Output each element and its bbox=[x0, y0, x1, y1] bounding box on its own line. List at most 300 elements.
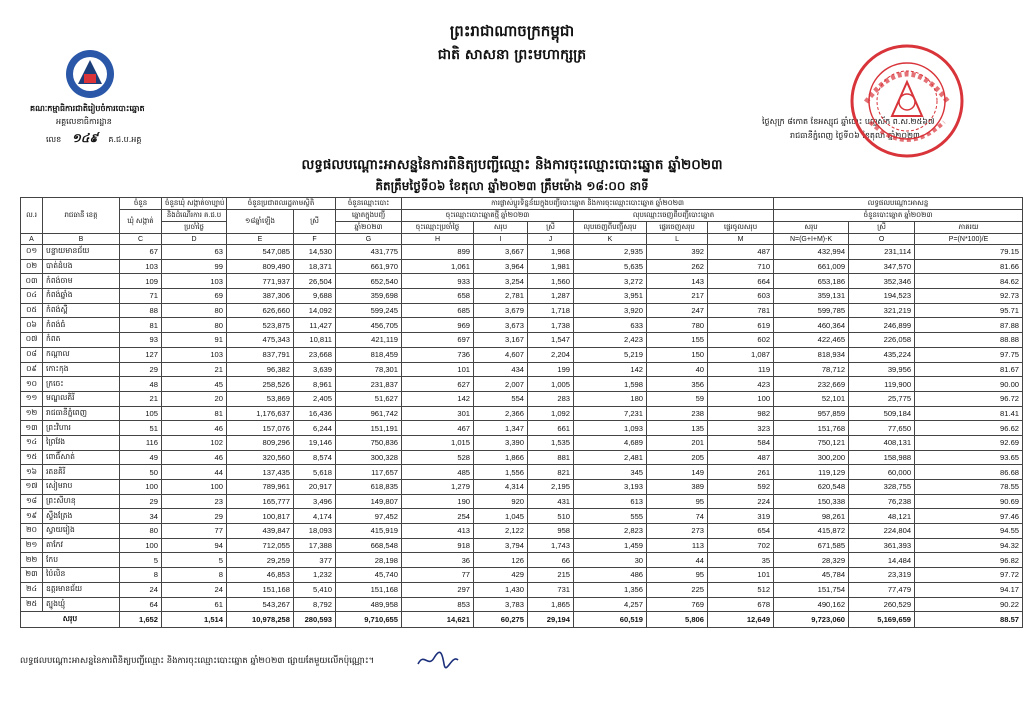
table-cell: 933 bbox=[402, 274, 474, 289]
table-cell: 165,777 bbox=[227, 494, 294, 509]
table-cell: 34 bbox=[120, 509, 162, 524]
table-cell: 247 bbox=[647, 303, 708, 318]
signature-icon bbox=[416, 650, 460, 670]
table-cell: 88 bbox=[120, 303, 162, 318]
table-cell: 490,162 bbox=[774, 597, 849, 612]
table-cell: 100 bbox=[120, 538, 162, 553]
table-cell: 821 bbox=[528, 465, 574, 480]
table-cell: 431,775 bbox=[336, 245, 402, 260]
table-cell: 3,193 bbox=[574, 480, 647, 495]
table-cell: 456,705 bbox=[336, 318, 402, 333]
table-cell: 3,667 bbox=[474, 245, 528, 260]
date-line-lunar: ថ្ងៃសុក្រ ៨កោត ខែអស្សុជ ឆ្នាំថោះ បញ្ចស័ក ព.ស.២៥៦៧ bbox=[762, 117, 935, 126]
table-cell: 91 bbox=[162, 333, 227, 348]
table-cell: 97.75 bbox=[915, 347, 1023, 362]
table-cell: 512 bbox=[708, 582, 774, 597]
table-cell: ១០ bbox=[21, 377, 43, 392]
table-cell: 151,191 bbox=[336, 421, 402, 436]
table-cell: 347,570 bbox=[849, 259, 915, 274]
table-cell: 809,296 bbox=[227, 435, 294, 450]
table-cell: 584 bbox=[708, 435, 774, 450]
table-cell: ១២ bbox=[21, 406, 43, 421]
table-cell: 3,951 bbox=[574, 289, 647, 304]
total-cell: 60,519 bbox=[574, 612, 647, 628]
col-moved-in-total: ផ្ទេរចូលសរុប bbox=[708, 222, 774, 234]
table-cell: 19,146 bbox=[294, 435, 336, 450]
table-cell: ពោធិ៍សាត់ bbox=[43, 450, 120, 465]
table-cell: 957,859 bbox=[774, 406, 849, 421]
table-cell: 44 bbox=[162, 465, 227, 480]
table-cell: 151,168 bbox=[227, 582, 294, 597]
table-cell: 485 bbox=[402, 465, 474, 480]
table-cell: រតនគិរី bbox=[43, 465, 120, 480]
table-cell: 231,837 bbox=[336, 377, 402, 392]
table-cell: 84.62 bbox=[915, 274, 1023, 289]
table-cell: 93.65 bbox=[915, 450, 1023, 465]
table-cell: 149,807 bbox=[336, 494, 402, 509]
column-letter-row bbox=[21, 234, 1023, 245]
table-cell: 7,231 bbox=[574, 406, 647, 421]
table-cell: 736 bbox=[402, 347, 474, 362]
table-row bbox=[21, 582, 1023, 597]
table-cell: ប៉ៃលិន bbox=[43, 568, 120, 583]
table-cell: 599,785 bbox=[774, 303, 849, 318]
table-cell: 81 bbox=[120, 318, 162, 333]
table-cell: 126 bbox=[474, 553, 528, 568]
table-cell: 63 bbox=[162, 245, 227, 260]
table-cell: 194,523 bbox=[849, 289, 915, 304]
table-cell: ០៤ bbox=[21, 289, 43, 304]
table-cell: 9,688 bbox=[294, 289, 336, 304]
table-cell: 135 bbox=[647, 421, 708, 436]
table-cell: 671,585 bbox=[774, 538, 849, 553]
table-cell: 246,899 bbox=[849, 318, 915, 333]
table-cell: 4,174 bbox=[294, 509, 336, 524]
table-cell: 1,968 bbox=[528, 245, 574, 260]
table-cell: 345 bbox=[574, 465, 647, 480]
table-cell: 661,970 bbox=[336, 259, 402, 274]
table-cell: ០៦ bbox=[21, 318, 43, 333]
table-cell: 1,092 bbox=[528, 406, 574, 421]
col-registered-group: ចុះឈ្មោះបោះឆ្នោតថ្មី ឆ្នាំ២០២៣ bbox=[402, 210, 574, 222]
table-cell: 100 bbox=[708, 391, 774, 406]
table-cell: 151,754 bbox=[774, 582, 849, 597]
table-cell: ២០ bbox=[21, 524, 43, 539]
column-letter: K bbox=[574, 234, 647, 245]
table-cell: 8,574 bbox=[294, 450, 336, 465]
table-row bbox=[21, 303, 1023, 318]
col-new-reg-total: សរុប bbox=[474, 222, 528, 234]
table-cell: 434 bbox=[474, 362, 528, 377]
table-cell: 261 bbox=[708, 465, 774, 480]
column-letter: M bbox=[708, 234, 774, 245]
table-cell: 853 bbox=[402, 597, 474, 612]
table-cell: 2,405 bbox=[294, 391, 336, 406]
table-cell: 1,176,637 bbox=[227, 406, 294, 421]
table-cell: 668,548 bbox=[336, 538, 402, 553]
table-body bbox=[21, 245, 1023, 628]
ref-label: លេខ ១៤៩ គ.ជ.ប.អគ្គ bbox=[46, 131, 142, 145]
col-no: ល.រ bbox=[21, 198, 43, 234]
table-cell: 661,009 bbox=[774, 259, 849, 274]
table-cell: 1,347 bbox=[474, 421, 528, 436]
table-cell: 2,366 bbox=[474, 406, 528, 421]
table-row bbox=[21, 465, 1023, 480]
table-cell: 377 bbox=[294, 553, 336, 568]
table-cell: 654 bbox=[708, 524, 774, 539]
table-cell: 20 bbox=[162, 391, 227, 406]
col-voters-sub2: ឆ្នាំ២០២៣ bbox=[336, 222, 402, 234]
table-cell: 5,618 bbox=[294, 465, 336, 480]
col-eligible-group: ចំនួនឃុំ សង្កាត់ចាប្បាប់ bbox=[162, 198, 227, 210]
table-cell: 356 bbox=[647, 377, 708, 392]
table-cell: 95.71 bbox=[915, 303, 1023, 318]
table-cell: 119,129 bbox=[774, 465, 849, 480]
table-cell: 48 bbox=[120, 377, 162, 392]
table-cell: 273 bbox=[647, 524, 708, 539]
table-cell: មណ្ឌលគិរី bbox=[43, 391, 120, 406]
table-cell: 1,547 bbox=[528, 333, 574, 348]
table-cell: 664 bbox=[708, 274, 774, 289]
table-cell: 486 bbox=[574, 568, 647, 583]
table-cell: 79.15 bbox=[915, 245, 1023, 260]
table-cell: 224,804 bbox=[849, 524, 915, 539]
col-result-female: ស្រី bbox=[849, 222, 915, 234]
table-cell: 226,058 bbox=[849, 333, 915, 348]
table-cell: 1,430 bbox=[474, 582, 528, 597]
table-cell: 24 bbox=[120, 582, 162, 597]
table-cell: 467 bbox=[402, 421, 474, 436]
table-cell: 88.88 bbox=[915, 333, 1023, 348]
table-cell: 1,598 bbox=[574, 377, 647, 392]
table-cell: 217 bbox=[647, 289, 708, 304]
table-cell: 78,712 bbox=[774, 362, 849, 377]
table-cell: 489,958 bbox=[336, 597, 402, 612]
table-cell: 321,219 bbox=[849, 303, 915, 318]
table-row bbox=[21, 333, 1023, 348]
table-cell: 2,423 bbox=[574, 333, 647, 348]
table-cell: 46,853 bbox=[227, 568, 294, 583]
table-cell: 142 bbox=[574, 362, 647, 377]
table-cell: 661 bbox=[528, 421, 574, 436]
table-cell: 94.32 bbox=[915, 538, 1023, 553]
table-cell: ស្វាយរៀង bbox=[43, 524, 120, 539]
table-cell: 3,390 bbox=[474, 435, 528, 450]
nec-logo-icon bbox=[64, 48, 116, 100]
table-cell: 14,092 bbox=[294, 303, 336, 318]
table-cell: ព្រះវិហារ bbox=[43, 421, 120, 436]
col-province: រាជធានី ខេត្ត bbox=[43, 198, 120, 234]
table-cell: 415,919 bbox=[336, 524, 402, 539]
table-cell: 60,000 bbox=[849, 465, 915, 480]
table-cell: 619 bbox=[708, 318, 774, 333]
table-cell: 1,005 bbox=[528, 377, 574, 392]
table-cell: 49 bbox=[120, 450, 162, 465]
table-cell: 224 bbox=[708, 494, 774, 509]
table-cell: 361,393 bbox=[849, 538, 915, 553]
table-cell: 103 bbox=[162, 274, 227, 289]
table-cell: 17,388 bbox=[294, 538, 336, 553]
table-cell: 80 bbox=[120, 524, 162, 539]
table-cell: 77,479 bbox=[849, 582, 915, 597]
total-cell: 14,621 bbox=[402, 612, 474, 628]
col-communes: ឃុំ សង្កាត់ bbox=[120, 210, 162, 234]
table-cell: 231,114 bbox=[849, 245, 915, 260]
table-cell: 1,459 bbox=[574, 538, 647, 553]
table-cell: កោះកុង bbox=[43, 362, 120, 377]
column-letter: G bbox=[336, 234, 402, 245]
total-cell: 29,194 bbox=[528, 612, 574, 628]
table-cell: 86.68 bbox=[915, 465, 1023, 480]
table-cell: 4,314 bbox=[474, 480, 528, 495]
table-cell: 3,783 bbox=[474, 597, 528, 612]
table-cell: ០៥ bbox=[21, 303, 43, 318]
table-cell: 359,698 bbox=[336, 289, 402, 304]
table-row bbox=[21, 259, 1023, 274]
table-cell: 14,530 bbox=[294, 245, 336, 260]
table-cell: 3,639 bbox=[294, 362, 336, 377]
table-cell: កំពង់ធំ bbox=[43, 318, 120, 333]
col-communes-group: ចំនួន bbox=[120, 198, 162, 210]
table-cell: 818,934 bbox=[774, 347, 849, 362]
table-cell: 1,356 bbox=[574, 582, 647, 597]
table-cell: 1,279 bbox=[402, 480, 474, 495]
document-title: លទ្ធផលបណ្ដោះអាសន្ននៃការពិនិត្យបញ្ជីឈ្មោះ និងការចុះឈ្មោះបោះឆ្នោត ឆ្នាំ២០២៣ bbox=[301, 157, 723, 173]
table-cell: ត្បូងឃ្មុំ bbox=[43, 597, 120, 612]
table-cell: 52,101 bbox=[774, 391, 849, 406]
motto-header: ជាតិ សាសនា ព្រះមហាក្សត្រ bbox=[437, 47, 587, 63]
col-new-reg-female: ស្រី bbox=[528, 222, 574, 234]
table-cell: ០៧ bbox=[21, 333, 43, 348]
table-cell: 90.22 bbox=[915, 597, 1023, 612]
table-cell: 300,328 bbox=[336, 450, 402, 465]
table-row bbox=[21, 509, 1023, 524]
table-cell: 262 bbox=[647, 259, 708, 274]
table-cell: 3,920 bbox=[574, 303, 647, 318]
col-removed-group: លុបឈ្មោះចេញពីបញ្ជីបោះឆ្នោត bbox=[574, 210, 774, 222]
table-cell: 215 bbox=[528, 568, 574, 583]
table-cell: 750,121 bbox=[774, 435, 849, 450]
table-cell: 413 bbox=[402, 524, 474, 539]
total-cell: 5,806 bbox=[647, 612, 708, 628]
table-cell: 28,198 bbox=[336, 553, 402, 568]
table-cell: 103 bbox=[120, 259, 162, 274]
table-cell: 982 bbox=[708, 406, 774, 421]
table-cell: 352,346 bbox=[849, 274, 915, 289]
table-cell: 26,504 bbox=[294, 274, 336, 289]
table-cell: ២២ bbox=[21, 553, 43, 568]
table-cell: 199 bbox=[528, 362, 574, 377]
table-cell: 44 bbox=[647, 553, 708, 568]
table-cell: 23,319 bbox=[849, 568, 915, 583]
table-cell: 90.00 bbox=[915, 377, 1023, 392]
table-cell: 439,847 bbox=[227, 524, 294, 539]
col-result-pct: ភាគរយ bbox=[915, 222, 1023, 234]
table-cell: 151,768 bbox=[774, 421, 849, 436]
table-cell: ០២ bbox=[21, 259, 43, 274]
table-cell: 431 bbox=[528, 494, 574, 509]
table-cell: ១៨ bbox=[21, 494, 43, 509]
table-cell: 627 bbox=[402, 377, 474, 392]
table-cell: 658 bbox=[402, 289, 474, 304]
table-cell: 81.41 bbox=[915, 406, 1023, 421]
column-letter: J bbox=[528, 234, 574, 245]
table-cell: 2,781 bbox=[474, 289, 528, 304]
col-moved-total: ផ្ទេរចេញសរុប bbox=[647, 222, 708, 234]
column-letter: H bbox=[402, 234, 474, 245]
table-cell: 432,994 bbox=[774, 245, 849, 260]
table-cell: 487 bbox=[708, 450, 774, 465]
table-cell: 359,131 bbox=[774, 289, 849, 304]
table-cell: 190 bbox=[402, 494, 474, 509]
table-cell: 92.73 bbox=[915, 289, 1023, 304]
table-row bbox=[21, 377, 1023, 392]
table-cell: 297 bbox=[402, 582, 474, 597]
total-cell: 9,723,060 bbox=[774, 612, 849, 628]
table-cell: ០១ bbox=[21, 245, 43, 260]
table-cell: 103 bbox=[162, 347, 227, 362]
table-cell: 94 bbox=[162, 538, 227, 553]
total-cell: 1,514 bbox=[162, 612, 227, 628]
total-cell: សរុប bbox=[21, 612, 120, 628]
table-cell: 626,660 bbox=[227, 303, 294, 318]
table-cell: 80 bbox=[162, 303, 227, 318]
col-pop-total: ១៨ឆ្នាំឡើង bbox=[227, 210, 294, 234]
table-cell: 599,245 bbox=[336, 303, 402, 318]
table-cell: 3,794 bbox=[474, 538, 528, 553]
table-cell: 2,195 bbox=[528, 480, 574, 495]
table-cell: 66 bbox=[528, 553, 574, 568]
table-cell: 201 bbox=[647, 435, 708, 450]
total-cell: 60,275 bbox=[474, 612, 528, 628]
table-cell: សៀមរាប bbox=[43, 480, 120, 495]
table-cell: 46 bbox=[162, 421, 227, 436]
table-cell: 300,200 bbox=[774, 450, 849, 465]
table-cell: 71 bbox=[120, 289, 162, 304]
table-cell: 389 bbox=[647, 480, 708, 495]
table-cell: 48,121 bbox=[849, 509, 915, 524]
table-cell: 260,529 bbox=[849, 597, 915, 612]
table-cell: 899 bbox=[402, 245, 474, 260]
table-cell: 4,689 bbox=[574, 435, 647, 450]
table-cell: 1,232 bbox=[294, 568, 336, 583]
table-cell: 2,935 bbox=[574, 245, 647, 260]
table-cell: 387,306 bbox=[227, 289, 294, 304]
table-cell: 51,627 bbox=[336, 391, 402, 406]
table-cell: 99 bbox=[162, 259, 227, 274]
table-cell: 653,186 bbox=[774, 274, 849, 289]
table-cell: 158,988 bbox=[849, 450, 915, 465]
table-cell: 618,835 bbox=[336, 480, 402, 495]
column-letter: P=(N*100)/E bbox=[915, 234, 1023, 245]
table-cell: ២៣ bbox=[21, 568, 43, 583]
table-cell: 422,465 bbox=[774, 333, 849, 348]
table-cell: កែប bbox=[43, 553, 120, 568]
table-cell: 771,937 bbox=[227, 274, 294, 289]
table-cell: ក្រចេះ bbox=[43, 377, 120, 392]
table-cell: 710 bbox=[708, 259, 774, 274]
table-cell: ស្ទឹងត្រែង bbox=[43, 509, 120, 524]
table-cell: ២៤ bbox=[21, 582, 43, 597]
table-cell: 97,452 bbox=[336, 509, 402, 524]
table-cell: 415,872 bbox=[774, 524, 849, 539]
table-cell: ១១ bbox=[21, 391, 43, 406]
table-cell: 1,535 bbox=[528, 435, 574, 450]
table-cell: 45 bbox=[162, 377, 227, 392]
table-cell: 25,775 bbox=[849, 391, 915, 406]
table-cell: 64 bbox=[120, 597, 162, 612]
table-cell: 961,742 bbox=[336, 406, 402, 421]
table-cell: 408,131 bbox=[849, 435, 915, 450]
table-cell: 254 bbox=[402, 509, 474, 524]
table-cell: 101 bbox=[402, 362, 474, 377]
column-letter: O bbox=[849, 234, 915, 245]
table-cell: ព្រៃវែង bbox=[43, 435, 120, 450]
table-cell: 528 bbox=[402, 450, 474, 465]
table-cell: 96,382 bbox=[227, 362, 294, 377]
column-letter: B bbox=[43, 234, 120, 245]
total-cell: 10,978,258 bbox=[227, 612, 294, 628]
col-result-sub: ចំនួនបោះឆ្នោត ឆ្នាំ២០២៣ bbox=[774, 210, 1023, 222]
secretariat-name: អគ្គលេខាធិការដ្ឋាន bbox=[56, 117, 112, 126]
table-cell: 602 bbox=[708, 333, 774, 348]
table-cell: 5 bbox=[120, 553, 162, 568]
table-cell: 475,343 bbox=[227, 333, 294, 348]
col-result-total: សរុប bbox=[774, 222, 849, 234]
table-cell: 76,238 bbox=[849, 494, 915, 509]
table-cell: 100,817 bbox=[227, 509, 294, 524]
table-cell: 3,679 bbox=[474, 303, 528, 318]
table-cell: 633 bbox=[574, 318, 647, 333]
table-cell: 116 bbox=[120, 435, 162, 450]
table-cell: 258,526 bbox=[227, 377, 294, 392]
table-cell: 554 bbox=[474, 391, 528, 406]
table-cell: 77 bbox=[162, 524, 227, 539]
table-cell: 21 bbox=[162, 362, 227, 377]
table-cell: 18,093 bbox=[294, 524, 336, 539]
table-cell: 2,481 bbox=[574, 450, 647, 465]
table-row bbox=[21, 318, 1023, 333]
table-cell: 69 bbox=[162, 289, 227, 304]
table-cell: 283 bbox=[528, 391, 574, 406]
table-cell: 74 bbox=[647, 509, 708, 524]
table-cell: 487 bbox=[708, 245, 774, 260]
table-cell: 3,272 bbox=[574, 274, 647, 289]
table-cell: 1,045 bbox=[474, 509, 528, 524]
table-cell: 523,875 bbox=[227, 318, 294, 333]
table-cell: 5,410 bbox=[294, 582, 336, 597]
table-cell: 429 bbox=[474, 568, 528, 583]
table-cell: 509,184 bbox=[849, 406, 915, 421]
column-letter: N=(G+I+M)-K bbox=[774, 234, 849, 245]
col-pop-female: ស្រី bbox=[294, 210, 336, 234]
table-cell: 1,743 bbox=[528, 538, 574, 553]
table-cell: 8,961 bbox=[294, 377, 336, 392]
table-cell: 53,869 bbox=[227, 391, 294, 406]
table-row bbox=[21, 406, 1023, 421]
table-cell: 87.88 bbox=[915, 318, 1023, 333]
table-row bbox=[21, 450, 1023, 465]
table-row bbox=[21, 480, 1023, 495]
table-cell: 117,657 bbox=[336, 465, 402, 480]
date-line-gregorian: រាជធានីភ្នំពេញ ថ្ងៃទី០៦ ខែតុលា ឆ្នាំ២០២៣ bbox=[790, 131, 920, 140]
column-letter: C bbox=[120, 234, 162, 245]
table-cell: 45,784 bbox=[774, 568, 849, 583]
table-cell: 780 bbox=[647, 318, 708, 333]
table-cell: 119,900 bbox=[849, 377, 915, 392]
table-cell: កណ្ដាល bbox=[43, 347, 120, 362]
table-cell: 46 bbox=[162, 450, 227, 465]
